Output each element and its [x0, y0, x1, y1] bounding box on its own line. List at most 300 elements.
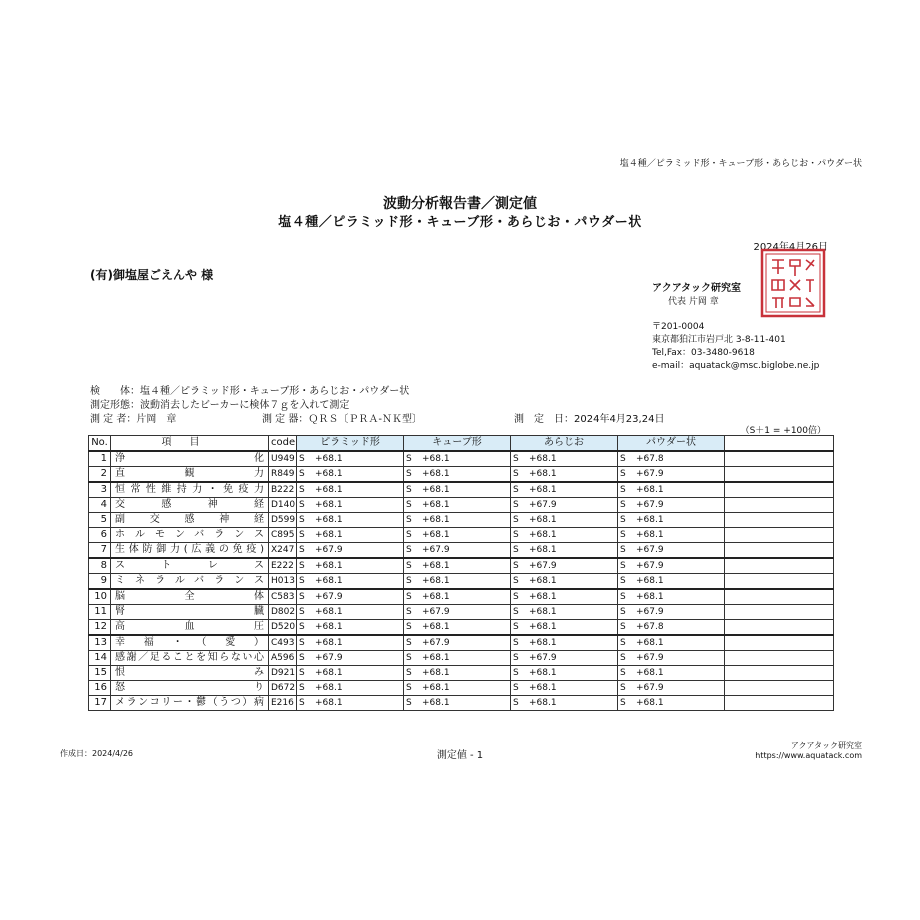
row-value-sample-3	[511, 620, 618, 636]
row-code: E222	[269, 558, 297, 574]
value-number: +68.1	[529, 530, 557, 540]
value-number: +68.1	[636, 515, 664, 525]
value-number: +67.9	[315, 592, 343, 602]
value-number: +68.1	[636, 592, 664, 602]
value-number: +68.1	[422, 469, 450, 479]
row-value-sample-1	[297, 543, 404, 559]
value-number: +68.1	[422, 683, 450, 693]
value-number: +68.1	[315, 500, 343, 510]
value-prefix-s: S	[299, 530, 305, 540]
value-number: +67.9	[636, 561, 664, 571]
row-value-sample-2	[404, 498, 511, 513]
row-value-sample-4	[618, 620, 725, 636]
value-number: +68.1	[529, 576, 557, 586]
row-item-name: 恨み	[111, 666, 269, 681]
value-prefix-s: S	[406, 622, 412, 632]
table-row	[89, 635, 834, 651]
value-prefix-s: S	[620, 561, 626, 571]
row-item-name: 直観力	[111, 467, 269, 483]
table-row	[89, 589, 834, 605]
value-number: +68.1	[315, 485, 343, 495]
row-empty-cell	[725, 482, 834, 498]
value-number: +68.1	[529, 638, 557, 648]
row-code: C895	[269, 528, 297, 543]
row-item-name: 脳全体	[111, 589, 269, 605]
row-value-sample-2	[404, 513, 511, 528]
value-prefix-s: S	[513, 653, 519, 663]
table-header-row	[89, 436, 834, 452]
header-sample-4: パウダー状	[618, 436, 725, 452]
value-number: +68.1	[315, 668, 343, 678]
value-prefix-s: S	[406, 653, 412, 663]
value-number: +68.1	[422, 668, 450, 678]
value-number: +67.9	[315, 545, 343, 555]
value-prefix-s: S	[620, 592, 626, 602]
value-number: +67.8	[636, 622, 664, 632]
row-value-sample-4	[618, 666, 725, 681]
table-row	[89, 451, 834, 467]
row-empty-cell	[725, 543, 834, 559]
value-number: +68.1	[422, 698, 450, 708]
row-item-name: 高血圧	[111, 620, 269, 636]
value-number: +68.1	[315, 698, 343, 708]
value-prefix-s: S	[406, 638, 412, 648]
value-prefix-s: S	[299, 607, 305, 617]
value-number: +67.9	[636, 500, 664, 510]
value-number: +68.1	[422, 561, 450, 571]
value-prefix-s: S	[513, 638, 519, 648]
value-prefix-s: S	[513, 454, 519, 464]
value-number: +68.1	[529, 485, 557, 495]
lab-email: e-mail：aquatack@msc.biglobe.ne.jp	[652, 361, 820, 371]
value-prefix-s: S	[513, 592, 519, 602]
row-empty-cell	[725, 681, 834, 696]
value-prefix-s: S	[513, 698, 519, 708]
value-prefix-s: S	[406, 576, 412, 586]
row-value-sample-3	[511, 589, 618, 605]
table-row	[89, 528, 834, 543]
row-value-sample-2	[404, 467, 511, 483]
row-number: 15	[89, 666, 111, 681]
header-sample-2: キューブ形	[404, 436, 511, 452]
value-number: +67.9	[529, 653, 557, 663]
row-number: 5	[89, 513, 111, 528]
value-number: +68.1	[636, 638, 664, 648]
row-item-name: ホルモンバランス	[111, 528, 269, 543]
value-prefix-s: S	[299, 454, 305, 464]
row-code: D520	[269, 620, 297, 636]
value-prefix-s: S	[620, 683, 626, 693]
value-number: +68.1	[636, 530, 664, 540]
value-prefix-s: S	[513, 545, 519, 555]
value-number: +67.9	[422, 638, 450, 648]
value-number: +67.9	[529, 500, 557, 510]
customer-name: (有)御塩屋ごえんや 様	[90, 268, 214, 282]
value-prefix-s: S	[299, 500, 305, 510]
value-number: +68.1	[315, 576, 343, 586]
row-value-sample-2	[404, 620, 511, 636]
row-code: U949	[269, 451, 297, 467]
row-empty-cell	[725, 451, 834, 467]
value-prefix-s: S	[620, 653, 626, 663]
row-empty-cell	[725, 651, 834, 666]
row-value-sample-1	[297, 666, 404, 681]
meta-date: 測 定 日：2024年4月23,24日	[514, 414, 665, 425]
row-value-sample-1	[297, 696, 404, 711]
row-value-sample-3	[511, 467, 618, 483]
value-prefix-s: S	[299, 485, 305, 495]
row-value-sample-3	[511, 513, 618, 528]
value-prefix-s: S	[299, 592, 305, 602]
row-item-name: 腎臓	[111, 605, 269, 620]
row-value-sample-2	[404, 681, 511, 696]
row-number: 3	[89, 482, 111, 498]
value-number: +67.9	[636, 545, 664, 555]
value-prefix-s: S	[620, 515, 626, 525]
value-prefix-s: S	[513, 576, 519, 586]
row-code: R849	[269, 467, 297, 483]
value-number: +67.8	[636, 454, 664, 464]
row-value-sample-4	[618, 528, 725, 543]
row-item-name: ストレス	[111, 558, 269, 574]
row-value-sample-2	[404, 558, 511, 574]
row-value-sample-1	[297, 651, 404, 666]
value-prefix-s: S	[620, 469, 626, 479]
value-number: +67.9	[636, 683, 664, 693]
value-prefix-s: S	[406, 485, 412, 495]
row-value-sample-1	[297, 513, 404, 528]
value-number: +68.1	[422, 500, 450, 510]
value-prefix-s: S	[406, 683, 412, 693]
row-value-sample-1	[297, 451, 404, 467]
row-item-name: 幸福・（愛）	[111, 635, 269, 651]
row-code: D921	[269, 666, 297, 681]
row-code: H013	[269, 574, 297, 590]
value-number: +68.1	[315, 622, 343, 632]
value-prefix-s: S	[620, 545, 626, 555]
value-prefix-s: S	[299, 515, 305, 525]
table-row	[89, 605, 834, 620]
row-value-sample-2	[404, 528, 511, 543]
value-number: +68.1	[529, 454, 557, 464]
row-code: C583	[269, 589, 297, 605]
value-number: +68.1	[529, 469, 557, 479]
value-prefix-s: S	[299, 638, 305, 648]
table-row	[89, 574, 834, 590]
row-empty-cell	[725, 558, 834, 574]
row-value-sample-2	[404, 574, 511, 590]
row-number: 4	[89, 498, 111, 513]
value-prefix-s: S	[620, 622, 626, 632]
row-value-sample-3	[511, 543, 618, 559]
row-value-sample-3	[511, 558, 618, 574]
row-value-sample-2	[404, 451, 511, 467]
value-prefix-s: S	[299, 698, 305, 708]
value-prefix-s: S	[513, 622, 519, 632]
table-row	[89, 696, 834, 711]
value-number: +67.9	[315, 653, 343, 663]
row-value-sample-1	[297, 482, 404, 498]
report-subtitle: 塩４種／ピラミッド形・キューブ形・あらじお・パウダー状	[278, 215, 642, 230]
value-prefix-s: S	[299, 622, 305, 632]
value-prefix-s: S	[406, 500, 412, 510]
row-item-name: 交感神経	[111, 498, 269, 513]
row-number: 12	[89, 620, 111, 636]
row-value-sample-1	[297, 467, 404, 483]
header-item: 項目	[111, 436, 269, 452]
lab-tel: Tel,Fax：03-3480-9618	[652, 348, 755, 358]
row-number: 17	[89, 696, 111, 711]
row-code: D140	[269, 498, 297, 513]
value-prefix-s: S	[620, 454, 626, 464]
value-prefix-s: S	[406, 454, 412, 464]
value-prefix-s: S	[299, 576, 305, 586]
row-value-sample-4	[618, 543, 725, 559]
value-prefix-s: S	[620, 638, 626, 648]
value-prefix-s: S	[299, 561, 305, 571]
value-number: +68.1	[529, 668, 557, 678]
row-number: 1	[89, 451, 111, 467]
row-value-sample-4	[618, 558, 725, 574]
row-item-name: 副交感神経	[111, 513, 269, 528]
value-prefix-s: S	[620, 576, 626, 586]
value-prefix-s: S	[299, 653, 305, 663]
row-number: 10	[89, 589, 111, 605]
table-row	[89, 620, 834, 636]
row-empty-cell	[725, 635, 834, 651]
footer-page-label: 測定値 - 1	[436, 750, 484, 761]
value-number: +67.9	[636, 469, 664, 479]
row-value-sample-3	[511, 528, 618, 543]
row-value-sample-1	[297, 681, 404, 696]
row-value-sample-4	[618, 498, 725, 513]
measurement-table	[88, 435, 834, 711]
value-number: +68.1	[315, 683, 343, 693]
value-prefix-s: S	[513, 500, 519, 510]
table-row	[89, 498, 834, 513]
row-item-name: 恒常性維持力・免疫力	[111, 482, 269, 498]
lab-representative: 代表 片岡 章	[668, 297, 719, 307]
row-empty-cell	[725, 513, 834, 528]
row-empty-cell	[725, 620, 834, 636]
value-number: +68.1	[636, 698, 664, 708]
row-code: D599	[269, 513, 297, 528]
table-row	[89, 681, 834, 696]
row-value-sample-2	[404, 605, 511, 620]
row-item-name: 感謝／足ることを知らない心	[111, 651, 269, 666]
header-sample-1: ピラミッド形	[297, 436, 404, 452]
value-number: +68.1	[422, 653, 450, 663]
row-empty-cell	[725, 574, 834, 590]
value-prefix-s: S	[620, 607, 626, 617]
value-number: +68.1	[636, 668, 664, 678]
value-number: +68.1	[529, 607, 557, 617]
value-prefix-s: S	[513, 561, 519, 571]
row-value-sample-1	[297, 574, 404, 590]
footer-url: https://www.aquatack.com	[755, 751, 862, 760]
value-number: +67.9	[636, 607, 664, 617]
table-row	[89, 513, 834, 528]
value-number: +67.9	[422, 607, 450, 617]
value-prefix-s: S	[620, 668, 626, 678]
value-number: +68.1	[315, 638, 343, 648]
value-prefix-s: S	[299, 545, 305, 555]
row-value-sample-3	[511, 482, 618, 498]
value-prefix-s: S	[406, 607, 412, 617]
row-number: 6	[89, 528, 111, 543]
value-prefix-s: S	[406, 469, 412, 479]
row-value-sample-2	[404, 666, 511, 681]
value-prefix-s: S	[620, 485, 626, 495]
table-row	[89, 543, 834, 559]
value-number: +68.1	[315, 515, 343, 525]
value-prefix-s: S	[513, 530, 519, 540]
value-number: +68.1	[315, 454, 343, 464]
value-prefix-s: S	[513, 668, 519, 678]
footer-created-date: 作成日：2024/4/26	[60, 749, 134, 758]
row-value-sample-4	[618, 467, 725, 483]
value-number: +68.1	[422, 592, 450, 602]
value-prefix-s: S	[406, 698, 412, 708]
row-value-sample-4	[618, 605, 725, 620]
row-number: 2	[89, 467, 111, 483]
row-item-name: ミネラルバランス	[111, 574, 269, 590]
value-number: +68.1	[529, 683, 557, 693]
header-code: code	[269, 436, 297, 452]
row-value-sample-4	[618, 681, 725, 696]
value-number: +68.1	[636, 576, 664, 586]
value-prefix-s: S	[299, 668, 305, 678]
header-sample-3: あらじお	[511, 436, 618, 452]
value-number: +68.1	[529, 622, 557, 632]
row-code: B222	[269, 482, 297, 498]
row-value-sample-2	[404, 543, 511, 559]
row-value-sample-2	[404, 696, 511, 711]
value-number: +67.9	[636, 653, 664, 663]
footer-lab-name: アクアタック研究室	[790, 741, 862, 750]
value-number: +68.1	[422, 515, 450, 525]
row-number: 14	[89, 651, 111, 666]
row-value-sample-1	[297, 620, 404, 636]
value-number: +68.1	[315, 561, 343, 571]
value-number: +68.1	[529, 592, 557, 602]
value-number: +68.1	[315, 469, 343, 479]
row-number: 13	[89, 635, 111, 651]
value-prefix-s: S	[620, 500, 626, 510]
row-value-sample-4	[618, 482, 725, 498]
value-prefix-s: S	[513, 515, 519, 525]
row-number: 16	[89, 681, 111, 696]
table-row	[89, 651, 834, 666]
row-value-sample-2	[404, 482, 511, 498]
row-empty-cell	[725, 467, 834, 483]
header-no: No.	[89, 436, 111, 452]
row-item-name: 浄化	[111, 451, 269, 467]
row-number: 9	[89, 574, 111, 590]
meta-device: 測 定 器：ＱＲＳ〔ＰＲＡ-ＮＫ型〕	[262, 414, 422, 425]
value-number: +68.1	[529, 545, 557, 555]
value-number: +68.1	[422, 622, 450, 632]
value-number: +68.1	[422, 485, 450, 495]
row-empty-cell	[725, 589, 834, 605]
value-number: +67.9	[422, 545, 450, 555]
row-number: 11	[89, 605, 111, 620]
row-item-name: メランコリー・鬱（うつ）病	[111, 696, 269, 711]
value-number: +68.1	[315, 530, 343, 540]
row-value-sample-3	[511, 651, 618, 666]
value-prefix-s: S	[406, 592, 412, 602]
value-prefix-s: S	[513, 485, 519, 495]
meta-method: 測定形態：波動消去したビーカーに検体７ｇを入れて測定	[90, 400, 350, 411]
row-value-sample-1	[297, 605, 404, 620]
row-value-sample-3	[511, 605, 618, 620]
table-row	[89, 666, 834, 681]
meta-specimen: 検 体：塩４種／ピラミッド形・キューブ形・あらじお・パウダー状	[90, 386, 410, 397]
value-prefix-s: S	[299, 683, 305, 693]
scale-note: （S＋1 = +100倍）	[740, 426, 826, 436]
value-prefix-s: S	[406, 668, 412, 678]
value-prefix-s: S	[513, 607, 519, 617]
row-value-sample-1	[297, 558, 404, 574]
row-item-name: 生体防御力(広義の免疫)	[111, 543, 269, 559]
table-row	[89, 558, 834, 574]
header-empty	[725, 436, 834, 452]
value-number: +68.1	[422, 454, 450, 464]
row-value-sample-1	[297, 635, 404, 651]
row-value-sample-1	[297, 498, 404, 513]
row-value-sample-1	[297, 589, 404, 605]
header-right-text: 塩４種／ピラミッド形・キューブ形・あらじお・パウダー状	[619, 159, 862, 169]
value-prefix-s: S	[406, 515, 412, 525]
row-value-sample-3	[511, 451, 618, 467]
value-prefix-s: S	[513, 469, 519, 479]
row-value-sample-3	[511, 666, 618, 681]
lab-seal-stamp	[760, 248, 826, 318]
value-prefix-s: S	[620, 698, 626, 708]
row-value-sample-4	[618, 451, 725, 467]
row-value-sample-3	[511, 635, 618, 651]
row-value-sample-4	[618, 589, 725, 605]
value-prefix-s: S	[406, 561, 412, 571]
row-number: 8	[89, 558, 111, 574]
row-value-sample-3	[511, 574, 618, 590]
row-value-sample-4	[618, 696, 725, 711]
report-date: 2024年4月26日	[753, 242, 828, 253]
value-number: +68.1	[529, 515, 557, 525]
row-code: X247	[269, 543, 297, 559]
row-value-sample-2	[404, 651, 511, 666]
meta-measurer: 測 定 者：片岡 章	[90, 414, 177, 425]
row-code: C493	[269, 635, 297, 651]
row-value-sample-4	[618, 574, 725, 590]
row-value-sample-2	[404, 589, 511, 605]
row-empty-cell	[725, 605, 834, 620]
value-number: +68.1	[315, 607, 343, 617]
row-empty-cell	[725, 498, 834, 513]
row-value-sample-4	[618, 513, 725, 528]
value-prefix-s: S	[620, 530, 626, 540]
lab-postal-code: 〒201-0004	[652, 322, 705, 332]
row-code: E216	[269, 696, 297, 711]
value-number: +68.1	[529, 698, 557, 708]
row-value-sample-2	[404, 635, 511, 651]
value-number: +68.1	[636, 485, 664, 495]
row-code: A596	[269, 651, 297, 666]
value-prefix-s: S	[299, 469, 305, 479]
row-value-sample-3	[511, 498, 618, 513]
value-prefix-s: S	[406, 545, 412, 555]
row-value-sample-4	[618, 635, 725, 651]
